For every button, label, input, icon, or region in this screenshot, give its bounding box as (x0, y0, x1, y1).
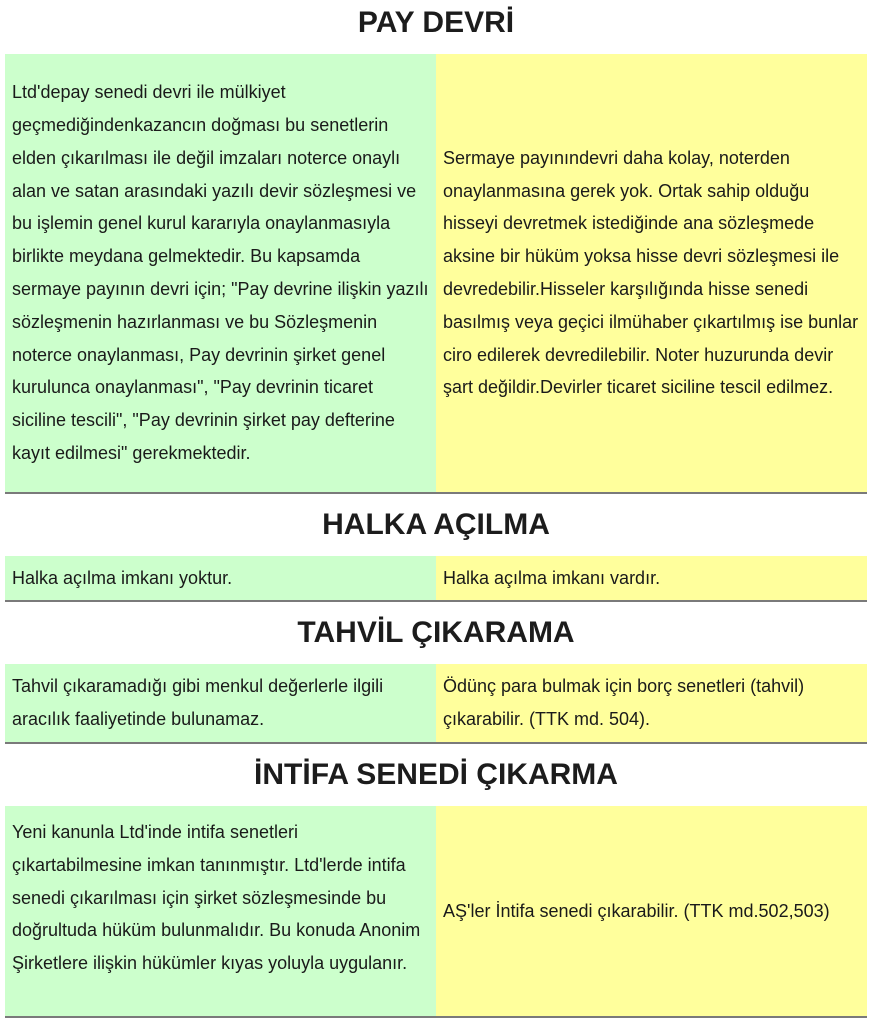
comparison-row-halka-acilma (5, 556, 867, 602)
section-title-intifa-senedi: İNTİFA SENEDİ ÇIKARMA (254, 758, 618, 791)
as-cell-intifa-senedi (436, 806, 867, 1016)
comparison-row-intifa-senedi (5, 806, 867, 1018)
section-title-tahvil-cikarama: TAHVİL ÇIKARAMA (297, 616, 575, 649)
ltd-text: Ltd'depay senedi devri ile mülkiyet geçmediğindenkazancın doğması bu senetlerin elden çıkarılması ile değil imzaları noterce onaylı alan ve satan arasındaki yazılı devir sözleşmesi ve bu işlemin genel kurul kararıyla onaylanmasıyla birlikte meydana gelmektedir. Bu kapsamda sermaye payının devri için; "Pay devrine ilişkin yazılı sözleşmenin hazırlanması ve bu Sözleşmenin noterce onaylanması, Pay devrinin şirket genel kurulunca onaylanması", "Pay devrinin ticaret siciline tescili", "Pay devrinin şirket pay defterine kayıt edilmesi" gerekmektedir. (12, 82, 429, 463)
ltd-text: Halka açılma imkanı yoktur. (12, 567, 233, 588)
as-text: Ödünç para bulmak için borç senetleri (tahvil) çıkarabilir. (TTK md. 504). (443, 676, 805, 729)
ltd-text: Yeni kanunla Ltd'inde intifa senetleri çıkartabilmesine imkan tanınmıştır. Ltd'lerde intifa senedi çıkarılması için şirket sözleşmesinde bu doğrultuda hüküm bulunmalıdır. Bu konuda Anonim Şirketlere ilişkin hükümler kıyas yoluyla uygulanır. (12, 822, 421, 974)
ltd-cell-pay-devri (5, 54, 436, 492)
section-title-pay-devri: PAY DEVRİ (357, 6, 515, 39)
as-cell-halka-acilma (436, 556, 867, 600)
as-text: Sermaye payınındevri daha kolay, noterden onaylanmasına gerek yok. Ortak sahip olduğu hisseyi devretmek istediğinde ana sözleşmede aksine bir hüküm yoksa hisse devri sözleşmesi ile devredebilir.Hisseler karşılığında hisse senedi basılmış veya geçici ilmühaber çıkartılmış ise bunlar ciro edilerek devredilebilir. Noter huzurunda devir şart değildir.Devirler ticaret siciline tescil edilmez. (443, 147, 859, 398)
comparison-row-tahvil-cikarama (5, 664, 867, 744)
ltd-cell-tahvil-cikarama (5, 664, 436, 742)
as-cell-pay-devri (436, 54, 867, 492)
as-text: Halka açılma imkanı vardır. (443, 567, 661, 588)
as-text: AŞ'ler İntifa senedi çıkarabilir. (TTK md.502,503) (443, 900, 830, 921)
section-title-halka-acilma: HALKA AÇILMA (322, 508, 550, 541)
ltd-text: Tahvil çıkaramadığı gibi menkul değerlerle ilgili aracılık faaliyetinde bulunamaz. (12, 676, 384, 729)
ltd-cell-intifa-senedi (5, 806, 436, 1016)
as-cell-tahvil-cikarama (436, 664, 867, 742)
ltd-cell-halka-acilma (5, 556, 436, 600)
comparison-row-pay-devri (5, 54, 867, 494)
